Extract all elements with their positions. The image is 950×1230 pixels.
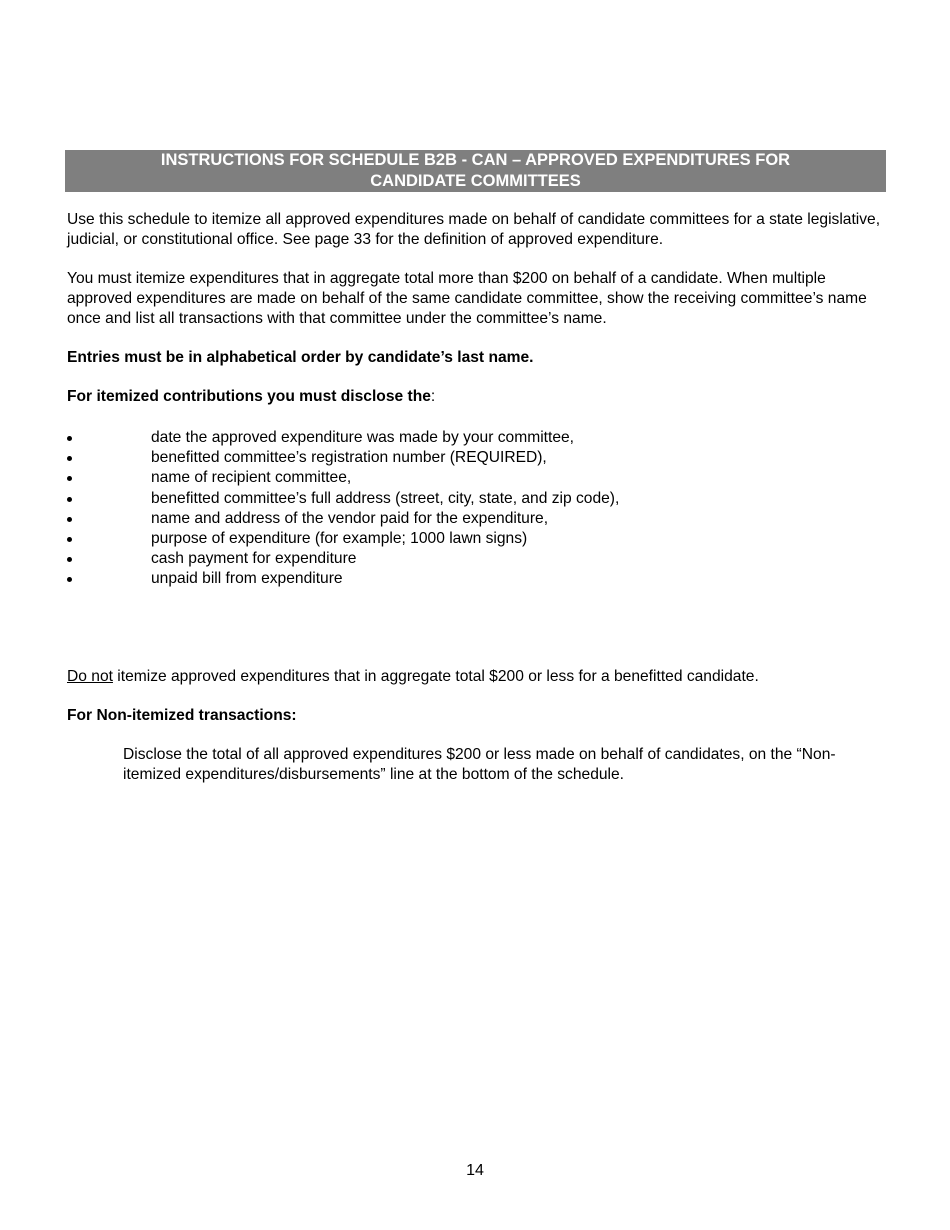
section-title-line-2: CANDIDATE COMMITTEES [370,172,581,190]
list-item [67,549,887,569]
list-item [67,509,887,529]
section-title-banner [65,150,886,192]
itemized-heading-text: For itemized contributions you must disclose the [67,388,431,405]
list-item [67,569,887,589]
list-item-text: purpose of expenditure (for example; 1000 lawn signs) [151,529,528,547]
list-item-text: cash payment for expenditure [151,550,357,568]
list-item [67,529,887,549]
alphabetical-order-note: Entries must be in alphabetical order by candidate’s last name. [67,349,534,366]
intro-paragraph-2: You must itemize expenditures that in aggregate total more than $200 on behalf of a candidate. When multiple approved expenditures are made on behalf of the same candidate committee, show the receiving committee’s name once and list all transactions with that committee under the committee’s name. [67,270,867,327]
itemized-heading [67,387,887,407]
list-item-text: unpaid bill from expenditure [151,570,343,588]
list-item-text: name and address of the vendor paid for the expenditure, [151,509,549,527]
bullet-icon [67,476,72,481]
list-item [67,448,887,468]
do-not-itemize-note [67,667,887,687]
list-item [67,428,887,448]
non-itemized-heading: For Non-itemized transactions: [67,707,297,724]
list-item-text: date the approved expenditure was made by your committee, [151,429,575,446]
bullet-icon [67,517,72,522]
do-not-emphasis: Do not [67,668,113,685]
itemized-heading-colon: : [430,388,436,405]
bullet-icon [67,557,72,562]
bullet-icon [67,537,72,542]
bullet-icon [67,497,72,502]
non-itemized-body: Disclose the total of all approved expenditures $200 or less made on behalf of candidates, on the “Non-itemized expenditures/disbursements” line at the bottom of the schedule. [123,746,836,783]
list-item [67,468,887,488]
itemized-disclosure-list [67,428,887,590]
bullet-icon [67,577,72,582]
bullet-icon [67,456,72,461]
do-not-text: itemize approved expenditures that in aggregate total $200 or less for a benefitted candidate. [112,668,759,685]
list-item [67,489,887,509]
intro-paragraph-1: Use this schedule to itemize all approved expenditures made on behalf of candidate committees for a state legislative, judicial, or constitutional office. See page 33 for the definition of approved expenditure. [67,211,881,248]
list-item-text: benefitted committee’s full address (street, city, state, and zip code), [151,489,620,507]
list-item-text: benefitted committee’s registration number (REQUIRED), [151,449,547,467]
bullet-icon [67,436,72,441]
page-number: 14 [466,1162,484,1179]
section-title-line-1: INSTRUCTIONS FOR SCHEDULE B2B - CAN – APPROVED EXPENDITURES FOR [160,151,791,169]
list-item-text: name of recipient committee, [151,469,352,487]
